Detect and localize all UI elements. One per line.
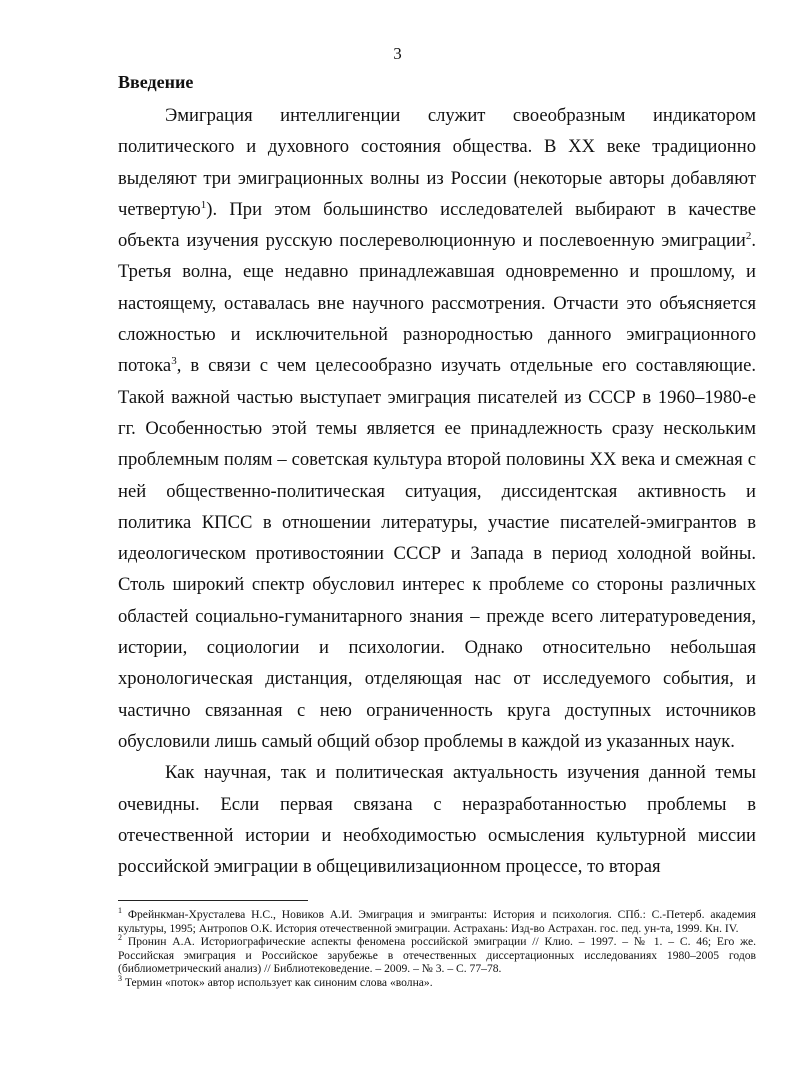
page-number: 3 [393, 44, 402, 63]
footnote-text: Фрейнкман-Хрусталева Н.С., Новиков А.И. Эмиграция и эмигранты: История и психология. СПб.: С.-Петерб. академия культуры, 1995; Антропов О.К. История отечественной эмиграции. Астрахань: Изд-во Астрахан. гос. пед. ун-та, 1999. Кн. IV. [118, 908, 756, 935]
body-text [118, 100, 756, 882]
text-segment: ). При этом большинство исследователей выбирают в качестве объекта изучения русскую послереволюционную и послевоенную эмиграции [118, 198, 756, 252]
footnote-marker: 1 [118, 906, 122, 916]
text-segment: Как научная, так и политическая актуальность изучения данной темы очевидны. Если первая связана с неразработанностью проблемы в отечественной истории и необходимостью осмысления культурной миссии российской эмиграции в общецивилизационном процессе, то вторая [118, 762, 756, 878]
footnote-divider [118, 900, 308, 901]
footnote-text: Пронин А.А. Историографические аспекты феномена российской эмиграции // Клио. – 1997. – № 1. – С. 46; Его же. Российская эмиграция и Российское зарубежье в отечественных диссертационных исследованиях 1980–2005 годов (библиометрический анализ) // Библиотековедение. – 2009. – № 3. – С. 77–78. [118, 935, 756, 975]
paragraph-2 [118, 757, 756, 882]
footnote-ref-1[interactable]: 1 [200, 198, 207, 211]
footnote-marker: 3 [118, 973, 122, 983]
footnote-ref-2[interactable]: 2 [745, 230, 752, 242]
footnote-marker: 2 [118, 933, 122, 943]
footnote-text: Термин «поток» автор использует как синоним слова «волна». [122, 975, 433, 989]
paragraph-1 [118, 100, 756, 757]
footnotes [118, 908, 756, 989]
text-segment: . Третья волна, еще недавно принадлежавшая одновременно и прошлому, и настоящему, оставалась вне научного рассмотрения. Отчасти это объясняется сложностью и исключительной разнородностью данного эмиграционного потока [118, 230, 756, 377]
text-segment: Эмиграция интеллигенции служит своеобразным индикатором политического и духовного состояния общества. В XX веке традиционно выделяют три эмиграционных волны из России (некоторые авторы добавляют четвертую [118, 105, 756, 220]
footnote-ref-3[interactable]: 3 [171, 355, 177, 368]
footnote-2 [118, 935, 756, 976]
section-heading: Введение [118, 72, 194, 92]
footnote-3 [118, 973, 756, 990]
text-segment: , в связи с чем целесообразно изучать отдельные его составляющие. Такой важной частью выступает эмиграция писателей из СССР в 1960–1980-е гг. Особенностью этой темы является ее принадлежность сразу нескольким проблемным полям – советская культура второй половины XX века и смежная с ней общественно-политическая ситуация, диссидентская активность и политика КПСС в отношении литературы, участие писателей-эмигрантов в идеологическом противостоянии СССР и Запада в период холодной войны. Столь широкий спектр обусловил интерес к проблеме со стороны различных областей социально-гуманитарного знания – прежде всего литературоведения, истории, социологии и психологии. Однако относительно небольшая хронологическая дистанция, отделяющая нас от исследуемого события, и частично связанная с нею ограниченность круга доступных источников обусловили лишь самый общий обзор проблемы в каждой из указанных наук. [118, 355, 756, 752]
footnote-1 [118, 908, 756, 935]
